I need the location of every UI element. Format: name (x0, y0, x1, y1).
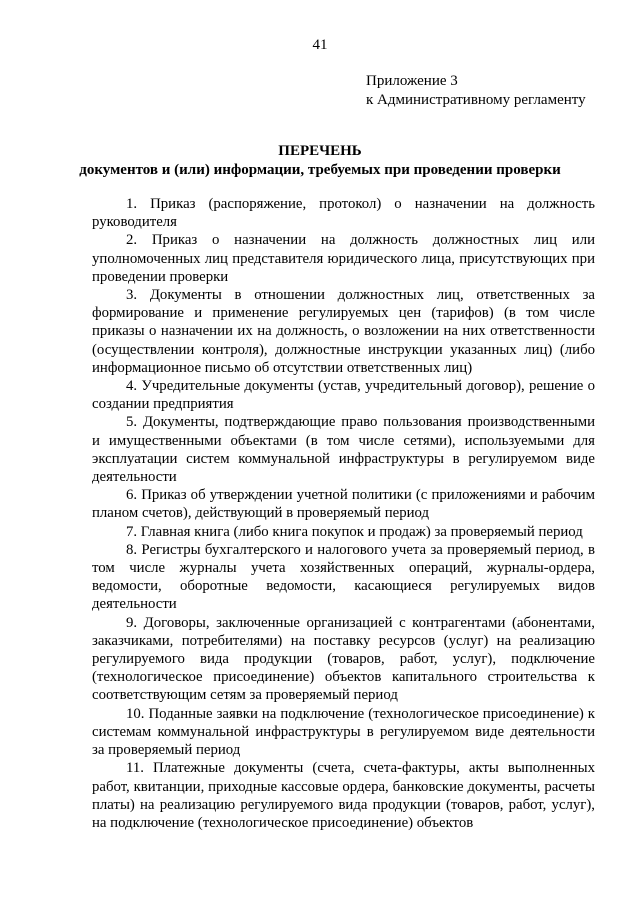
document-title (0, 142, 640, 180)
list-item: 8. Регистры бухгалтерского и налогового учета за проверяемый период, в том числе журналы учета хозяйственных операций, журналы-ордера, ведомости, оборотные ведомости, касающиеся регулируемых видов деятельности (92, 541, 595, 613)
list-item: 3. Документы в отношении должностных лиц, ответственных за формирование и применение регулируемых цен (тарифов) (в том числе приказы о назначении их на должность, о возложении на них ответственности (осуществлении контроля), должностные инструкции указанных лиц) (либо информационное письмо об отсутствии ответственных лиц) (92, 287, 595, 376)
page-number: 41 (312, 37, 328, 53)
list-item: 4. Учредительные документы (устав, учредительный договор), решение о создании предприятия (92, 378, 595, 413)
list-item: 2. Приказ о назначении на должность должностных лиц или уполномоченных лиц представителя юридического лица, присутствующих при проведении проверки (92, 232, 595, 285)
title-line-1: ПЕРЕЧЕНЬ (278, 143, 362, 159)
list-item: 5. Документы, подтверждающие право пользования производственными и имущественными объектами (в том числе сетями), используемыми для эксплуатации систем коммунальной инфраструктуры в регулируемом виде деятельности (92, 414, 595, 486)
documents-list (92, 195, 595, 832)
title-line-2: документов и (или) информации, требуемых при проведении проверки (79, 162, 561, 178)
list-item: 6. Приказ об утверждении учетной политики (с приложениями и рабочим планом счетов), действующий в проверяемый период (92, 487, 595, 522)
list-item: 10. Поданные заявки на подключение (технологическое присоединение) к системам коммунальной инфраструктуры в регулируемом виде деятельности за проверяемый период (92, 705, 595, 759)
list-item: 9. Договоры, заключенные организацией с контрагентами (абонентами, заказчиками, потребителями) на поставку ресурсов (услуг) на реализацию регулируемого вида продукции (товаров, работ, услуг), подключение (технологическое присоединение) объектов капитального строительства к соответствующим сетям за проверяемый период (92, 614, 595, 704)
appendix-caption (366, 72, 586, 110)
list-item: 11. Платежные документы (счета, счета-фактуры, акты выполненных работ, квитанции, приходные кассовые ордера, банковские документы, расчеты платы) на реализацию регулируемого вида продукции (товаров, работ, услуг), на подключение (технологическое присоединение) объектов (92, 760, 595, 831)
appendix-line-1: Приложение 3 (366, 73, 458, 89)
appendix-line-2: к Административному регламенту (366, 92, 586, 108)
list-item: 1. Приказ (распоряжение, протокол) о назначении на должность руководителя (92, 196, 595, 231)
list-item: 7. Главная книга (либо книга покупок и продаж) за проверяемый период (126, 523, 583, 540)
